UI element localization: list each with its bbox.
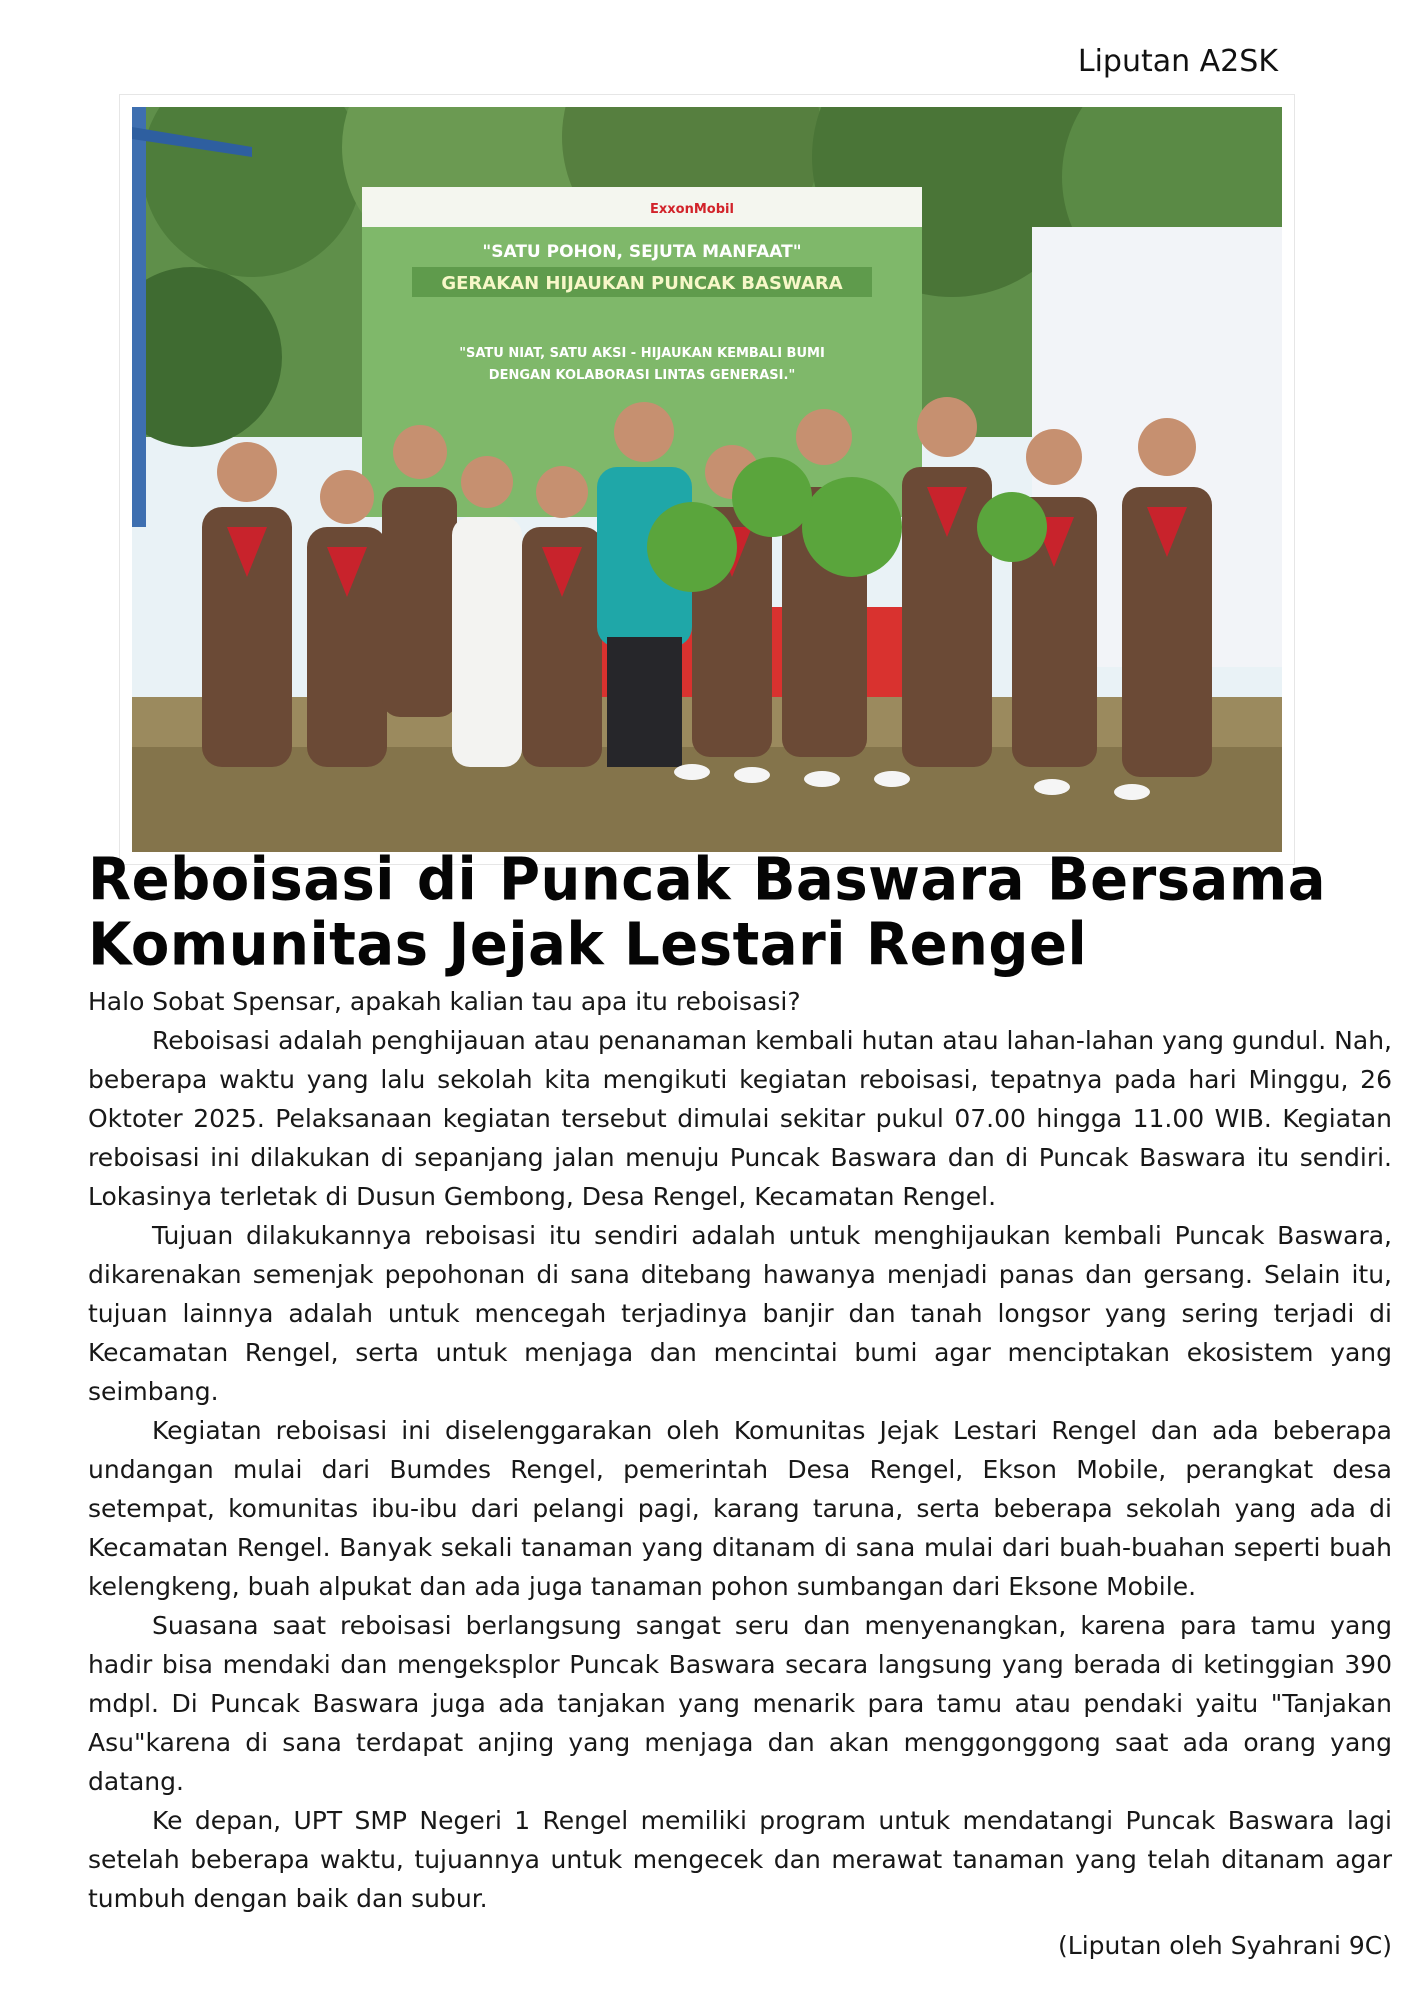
banner-line-4: DENGAN KOLABORASI LINTAS GENERASI." xyxy=(488,368,796,383)
banner-sponsor: ExxonMobil xyxy=(650,202,734,217)
banner-line-2: GERAKAN HIJAUKAN PUNCAK BASWARA xyxy=(441,273,843,294)
article-paragraph: Suasana saat reboisasi berlangsung sangat seru dan menyenangkan, karena para tamu yang hadir bisa mendaki dan mengeksplor Puncak Baswara secara langsung yang berada di ketinggian 390 mdpl. Di Puncak Baswara juga ada tanjakan yang menarik para tamu atau pendaki yaitu "Tanjakan Asu"karena di sana terdapat anjing yang menjaga dan akan menggonggong saat ada orang yang datang. xyxy=(88,1611,1392,1796)
article-credit: (Liputan oleh Syahrani 9C) xyxy=(1058,1931,1392,1960)
article-paragraph: Ke depan, UPT SMP Negeri 1 Rengel memiliki program untuk mendatangi Puncak Baswara lagi setelah beberapa waktu, tujuannya untuk mengecek dan merawat tanaman yang telah ditanam agar tumbuh dengan baik dan subur. xyxy=(88,1806,1392,1913)
article-intro: Halo Sobat Spensar, apakah kalian tau apa itu reboisasi? xyxy=(88,987,801,1016)
article-body xyxy=(88,982,1392,1918)
article-photo xyxy=(120,95,1294,864)
banner-line-1: "SATU POHON, SEJUTA MANFAAT" xyxy=(482,242,802,262)
article-paragraph: Kegiatan reboisasi ini diselenggarakan oleh Komunitas Jejak Lestari Rengel dan ada beberapa undangan mulai dari Bumdes Rengel, pemerintah Desa Rengel, Ekson Mobile, perangkat desa setempat, komunitas ibu-ibu dari pelangi pagi, karang taruna, serta beberapa sekolah yang ada di Kecamatan Rengel. Banyak sekali tanaman yang ditanam di sana mulai dari buah-buahan seperti buah kelengkeng, buah alpukat dan ada juga tanaman pohon sumbangan dari Eksone Mobile. xyxy=(88,1416,1392,1601)
banner-line-3: "SATU NIAT, SATU AKSI - HIJAUKAN KEMBALI BUMI xyxy=(459,346,825,361)
article-paragraph: Reboisasi adalah penghijauan atau penanaman kembali hutan atau lahan-lahan yang gundul. Nah, beberapa waktu yang lalu sekolah kita mengikuti kegiatan reboisasi, tepatnya pada hari Minggu, 26 Oktoter 2025. Pelaksanaan kegiatan tersebut dimulai sekitar pukul 07.00 hingga 11.00 WIB. Kegiatan reboisasi ini dilakukan di sepanjang jalan menuju Puncak Baswara dan di Puncak Baswara itu sendiri. Lokasinya terletak di Dusun Gembong, Desa Rengel, Kecamatan Rengel. xyxy=(88,1026,1392,1211)
article-paragraph: Tujuan dilakukannya reboisasi itu sendiri adalah untuk menghijaukan kembali Puncak Baswara, dikarenakan semenjak pepohonan di sana ditebang hawanya menjadi panas dan gersang. Selain itu, tujuan lainnya adalah untuk mencegah terjadinya banjir dan tanah longsor yang sering terjadi di Kecamatan Rengel, serta untuk menjaga dan mencintai bumi agar menciptakan ekosistem yang seimbang. xyxy=(88,1221,1392,1406)
header-label: Liputan A2SK xyxy=(1077,44,1278,79)
article-title: Reboisasi di Puncak Baswara Bersama Komunitas Jejak Lestari Rengel xyxy=(88,845,1326,980)
